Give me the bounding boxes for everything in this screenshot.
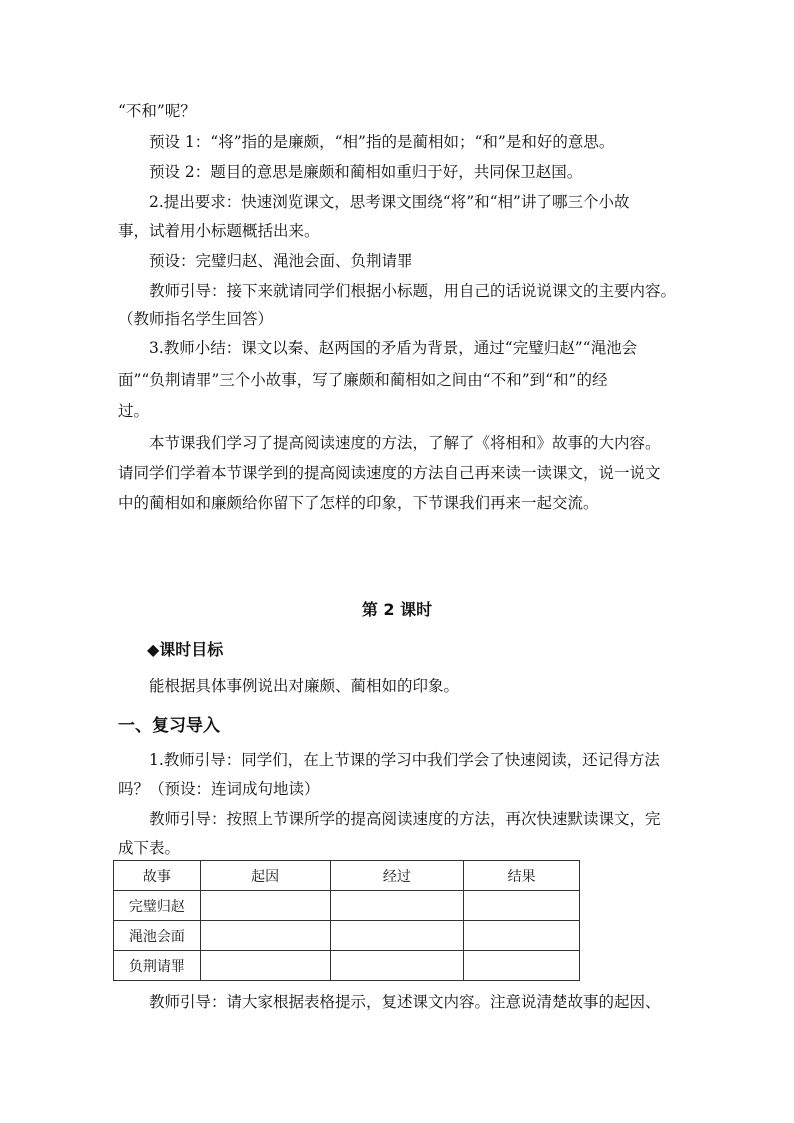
paragraph-line: 面”“负荆请罪”三个小故事，写了廉颇和蔺相如之间由“不和”到“和”的经 (118, 371, 608, 389)
process-cell (330, 921, 464, 951)
lesson-title: 第 2 课时 (361, 600, 433, 619)
table-row (114, 921, 580, 951)
paragraph-line: 1.教师引导：同学们，在上节课的学习中我们学会了快速阅读，还记得方法 (149, 751, 660, 769)
result-cell (464, 921, 580, 951)
paragraph-line: 教师引导：按照上节课所学的提高阅读速度的方法，再次快速默读课文，完 (149, 810, 661, 828)
paragraph-line: 教师引导：接下来就请同学们根据小标题，用自己的话说说课文的主要内容。 (149, 282, 677, 300)
goal-heading: ◆课时目标 (147, 640, 224, 659)
cause-cell (200, 891, 330, 921)
story-name-cell: 负荆请罪 (114, 951, 201, 981)
result-cell (464, 951, 580, 981)
paragraph-line: 预设 1：“将”指的是廉颇，“相”指的是蔺相如；“和”是和好的意思。 (149, 133, 615, 151)
table-row (114, 951, 580, 981)
header-story: 故事 (114, 861, 201, 891)
header-result: 结果 (464, 861, 580, 891)
process-cell (330, 891, 464, 921)
paragraph-line: 本节课我们学习了提高阅读速度的方法，了解了《将相和》故事的大内容。 (149, 434, 661, 452)
table-header-row (114, 861, 580, 891)
header-process: 经过 (330, 861, 464, 891)
table-row (114, 891, 580, 921)
process-cell (330, 951, 464, 981)
paragraph-line: 预设 2：题目的意思是廉颇和蔺相如重归于好，共同保卫赵国。 (149, 163, 583, 181)
paragraph-line: 教师引导：请大家根据表格提示，复述课文内容。注意说清楚故事的起因、 (149, 993, 661, 1011)
paragraph-line: “不和”呢？ (118, 102, 196, 120)
cause-cell (200, 951, 330, 981)
paragraph-line: 请同学们学着本节课学到的提高阅读速度的方法自己再来读一读课文，说一说文 (118, 464, 661, 482)
story-table (113, 860, 580, 981)
paragraph-line: 2.提出要求：快速浏览课文，思考课文围绕“将”和“相”讲了哪三个小故 (149, 193, 630, 211)
header-cause: 起因 (200, 861, 330, 891)
cause-cell (200, 921, 330, 951)
paragraph-line: 成下表。 (118, 839, 181, 857)
goal-text: 能根据具体事例说出对廉颇、蔺相如的印象。 (149, 677, 460, 695)
paragraph-line: 过。 (118, 402, 150, 420)
paragraph-line: 事，试着用小标题概括出来。 (118, 222, 320, 240)
paragraph-line: 中的蔺相如和廉颇给你留下了怎样的印象，下节课我们再来一起交流。 (118, 494, 599, 512)
paragraph-line: 预设：完璧归赵、渑池会面、负荆请罪 (149, 252, 413, 270)
story-name-cell: 完璧归赵 (114, 891, 201, 921)
result-cell (464, 891, 580, 921)
paragraph-line: 3.教师小结：课文以秦、赵两国的矛盾为背景，通过“完璧归赵”“渑池会 (149, 339, 638, 357)
section-heading: 一、复习导入 (118, 716, 220, 736)
paragraph-line: （教师指名学生回答） (118, 310, 274, 328)
paragraph-line: 吗？（预设：连词成句地读） (118, 780, 320, 798)
story-name-cell: 渑池会面 (114, 921, 201, 951)
